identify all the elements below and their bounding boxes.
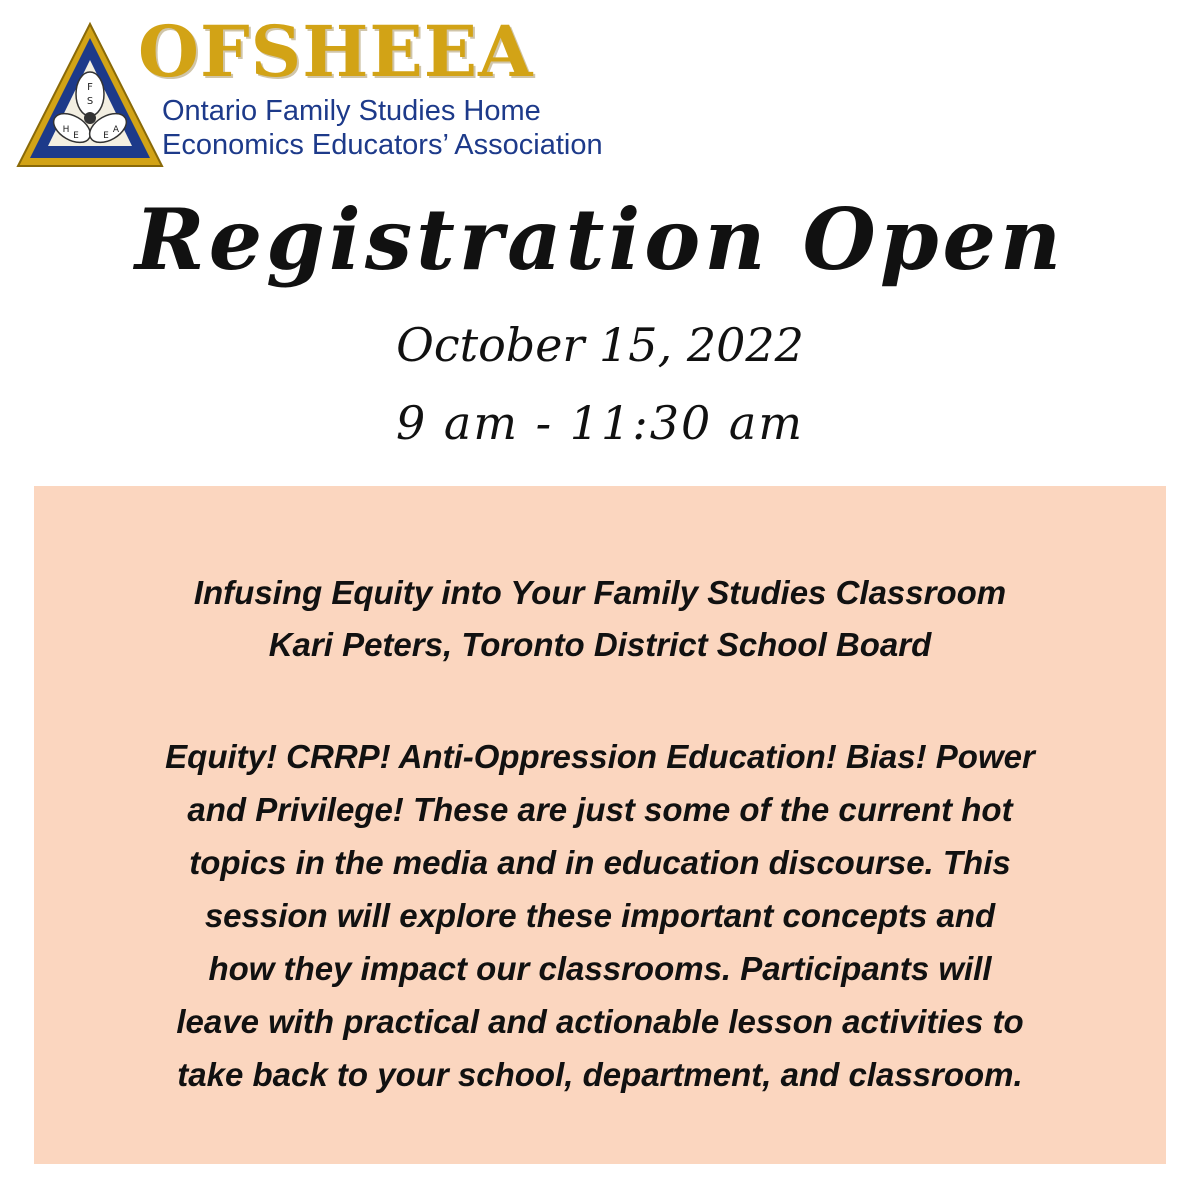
- description-line: Equity! CRRP! Anti-Oppression Education! Bias! Power: [165, 738, 1035, 775]
- organization-acronym: OFSHEEA: [138, 10, 534, 93]
- logo-letter: H: [62, 125, 70, 135]
- organization-logo: [14, 10, 634, 178]
- organization-name-line-2: Economics Educators’ Association: [162, 129, 603, 161]
- logo-letter: E: [103, 131, 109, 141]
- organization-name: [162, 94, 603, 162]
- session-description: [74, 730, 1126, 1101]
- logo-letter: E: [73, 131, 79, 141]
- session-info-panel: [34, 486, 1166, 1164]
- session-presenter: Kari Peters, Toronto District School Board: [268, 626, 932, 663]
- description-line: topics in the media and in education discourse. This: [189, 844, 1011, 881]
- description-line: session will explore these important concepts and: [204, 897, 996, 934]
- event-time: 9 am - 11:30 am: [396, 396, 804, 450]
- logo-letter: F: [87, 82, 93, 93]
- organization-name-line-1: Ontario Family Studies Home: [162, 95, 541, 127]
- description-line: leave with practical and actionable lesson activities to: [176, 1003, 1024, 1040]
- description-line: take back to your school, department, and classroom.: [177, 1056, 1023, 1093]
- logo-letter: A: [112, 125, 120, 135]
- registration-headline: Registration Open: [134, 190, 1066, 289]
- description-line: how they impact our classrooms. Participants will: [208, 950, 992, 987]
- event-date: October 15, 2022: [396, 318, 804, 372]
- description-line: and Privilege! These are just some of the current hot: [187, 791, 1013, 828]
- logo-letter: S: [86, 96, 94, 107]
- session-title: Infusing Equity into Your Family Studies Classroom: [193, 574, 1007, 611]
